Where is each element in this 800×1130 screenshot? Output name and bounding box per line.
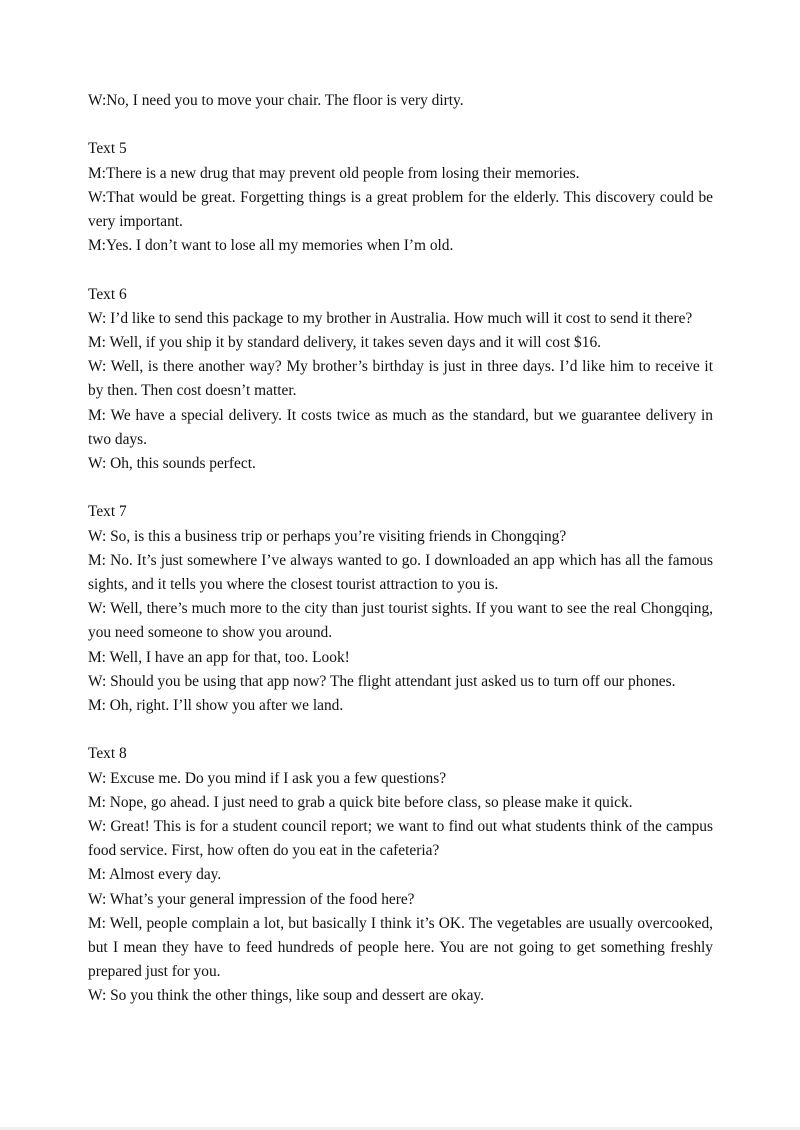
dialogue-line: M: Nope, go ahead. I just need to grab a quick bite before class, so please make it quick. <box>88 793 633 811</box>
dialogue-line: W: Excuse me. Do you mind if I ask you a few questions? <box>88 769 447 787</box>
dialogue-line: M: Well, if you ship it by standard delivery, it takes seven days and it will cost $16. <box>88 334 601 351</box>
dialogue-line: W: Oh, this sounds perfect. <box>88 455 256 473</box>
dialogue-line: M: No. It’s just somewhere I’ve always wanted to go. I downloaded an app which has all the famous sights, and it tells you where the closest tourist attraction to you is. <box>88 551 713 594</box>
dialogue-line: W: Well, is there another way? My brother’s birthday is just in three days. I’d like him to receive it by then. Then cost doesn’t matter. <box>88 358 713 400</box>
dialogue-line: W: So, is this a business trip or perhaps you’re visiting friends in Chongqing? <box>88 527 567 545</box>
section-heading-text-8: Text 8 <box>88 745 127 763</box>
dialogue-line: W: I’d like to send this package to my brother in Australia. How much will it cost to send it there? <box>88 309 693 327</box>
dialogue-line: M:There is a new drug that may prevent old people from losing their memories. <box>88 164 580 182</box>
dialogue-line: M: Well, I have an app for that, too. Look! <box>88 648 350 666</box>
paragraph-gap <box>88 718 713 742</box>
dialogue-line: M: Oh, right. I’ll show you after we land. <box>88 697 344 715</box>
dialogue-line: W: Great! This is for a student council report; we want to find out what students think of the campus food service. First, how often do you eat in the cafeteria? <box>88 818 713 860</box>
dialogue-line: W: So you think the other things, like soup and dessert are okay. <box>88 987 484 1005</box>
paragraph-gap <box>88 113 713 137</box>
dialogue-line: M: Well, people complain a lot, but basically I think it’s OK. The vegetables are usually overcooked, but I mean they have to feed hundreds of people here. You are not going to get something freshly prepared just for you. <box>88 914 713 981</box>
section-heading-text-6: Text 6 <box>88 285 127 303</box>
paragraph-gap <box>88 476 713 500</box>
dialogue-line: W: Well, there’s much more to the city than just tourist sights. If you want to see the real Chongqing, you need someone to show you around. <box>88 600 713 642</box>
section-heading-text-5: Text 5 <box>88 140 127 158</box>
document-page <box>88 89 713 1009</box>
paragraph-gap <box>88 258 713 282</box>
dialogue-line: W:That would be great. Forgetting things is a great problem for the elderly. This discovery could be very important. <box>88 188 713 230</box>
dialogue-line: W:No, I need you to move your chair. The floor is very dirty. <box>88 92 464 109</box>
dialogue-line: W: Should you be using that app now? The flight attendant just asked us to turn off our phones. <box>88 672 676 690</box>
dialogue-line: W: What’s your general impression of the food here? <box>88 890 415 908</box>
dialogue-line: M:Yes. I don’t want to lose all my memories when I’m old. <box>88 237 454 255</box>
dialogue-line: M: We have a special delivery. It costs twice as much as the standard, but we guarantee delivery in two days. <box>88 406 713 448</box>
dialogue-line: M: Almost every day. <box>88 866 222 884</box>
section-heading-text-7: Text 7 <box>88 503 127 521</box>
